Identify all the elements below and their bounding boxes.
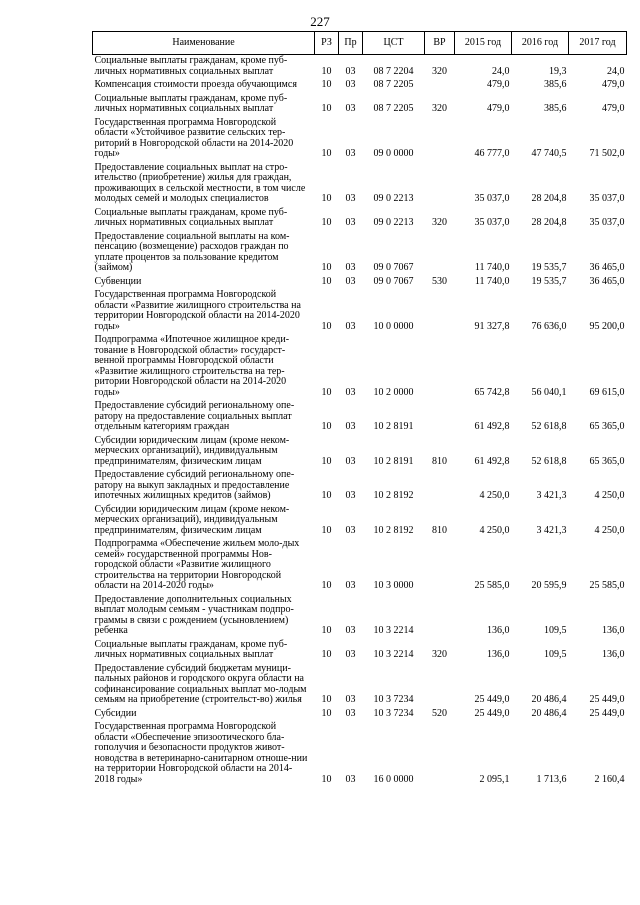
header-rz: РЗ <box>315 32 339 55</box>
row-name: Социальные выплаты гражданам, кроме пуб-личных нормативных социальных выплат <box>94 55 288 77</box>
row-2016: 385,6 <box>544 79 567 90</box>
row-2016: 47 740,5 <box>531 148 567 159</box>
row-2015: 25 449,0 <box>474 707 510 719</box>
row-rz: 10 <box>321 490 332 501</box>
row-cst: 10 3 7234 <box>373 694 414 705</box>
table-row <box>93 721 627 787</box>
table-row <box>93 207 627 231</box>
table-row <box>93 663 627 708</box>
row-2016: 19 535,7 <box>531 262 567 273</box>
row-cst: 10 3 2214 <box>373 649 414 660</box>
row-rz: 10 <box>321 79 332 90</box>
row-name: Предоставление субсидий региональному опе-ратору на предоставление социальных выплат отдельным категориям граждан <box>94 400 295 432</box>
row-vr <box>425 162 455 207</box>
row-2017: 136,0 <box>602 649 625 660</box>
row-2016: 19 535,7 <box>531 275 567 287</box>
row-2015: 11 740,0 <box>474 275 510 287</box>
row-2017: 95 200,0 <box>589 320 625 332</box>
row-cst: 09 0 2213 <box>373 193 414 204</box>
row-pr: 03 <box>345 580 356 591</box>
row-rz: 10 <box>321 103 332 114</box>
row-vr <box>425 400 455 435</box>
row-pr: 03 <box>345 262 356 273</box>
row-2017: 25 585,0 <box>589 580 625 591</box>
row-2016: 20 486,4 <box>531 707 567 719</box>
row-cst: 08 7 2204 <box>373 65 414 77</box>
row-pr: 03 <box>345 148 356 159</box>
row-cst: 09 0 0000 <box>373 148 414 159</box>
row-pr: 03 <box>345 694 356 705</box>
row-name: Субсидии <box>94 707 137 719</box>
row-rz: 10 <box>321 524 332 536</box>
row-rz: 10 <box>321 773 332 785</box>
row-2015: 24,0 <box>492 65 510 77</box>
table-row <box>93 55 627 80</box>
row-2017: 479,0 <box>602 79 625 90</box>
row-2017: 35 037,0 <box>589 193 625 204</box>
row-cst: 10 2 8192 <box>373 524 414 536</box>
table-row <box>93 231 627 276</box>
header-name: Наименование <box>93 32 315 55</box>
row-vr: 810 <box>432 455 447 467</box>
row-name: Подпрограмма «Ипотечное жилищное креди-тование в Новгородской области» государст-венной программы Новгородской области «Развитие жилищного строительства на тер-ритории Новгородской области на 2014-2020 годы» <box>94 334 290 398</box>
row-cst: 10 2 8191 <box>373 455 414 467</box>
row-2015: 136,0 <box>487 625 510 636</box>
row-2015: 35 037,0 <box>474 217 510 228</box>
row-2017: 4 250,0 <box>594 490 625 501</box>
row-cst: 10 3 0000 <box>373 580 414 591</box>
row-2017: 65 365,0 <box>589 421 625 432</box>
row-2017: 69 615,0 <box>589 386 625 398</box>
row-2017: 36 465,0 <box>589 275 625 287</box>
row-pr: 03 <box>345 707 356 719</box>
row-rz: 10 <box>321 193 332 204</box>
row-2015: 4 250,0 <box>479 490 510 501</box>
row-2016: 3 421,3 <box>536 524 567 536</box>
row-2017: 25 449,0 <box>589 707 625 719</box>
row-2016: 109,5 <box>544 649 567 660</box>
row-pr: 03 <box>345 490 356 501</box>
row-cst: 10 0 0000 <box>373 320 414 332</box>
row-vr: 520 <box>432 707 447 719</box>
row-2016: 76 636,0 <box>531 320 567 332</box>
table-row <box>93 117 627 162</box>
row-vr <box>425 721 455 787</box>
row-pr: 03 <box>345 79 356 90</box>
row-2015: 4 250,0 <box>479 524 510 536</box>
row-2015: 35 037,0 <box>474 193 510 204</box>
table-row <box>93 708 627 722</box>
row-name: Предоставление социальной выплаты на ком-пенсацию (возмещение) расходов граждан по уплате процентов за пользование кредитом (займом) <box>94 230 290 273</box>
row-2017: 65 365,0 <box>589 455 625 467</box>
header-2016: 2016 год <box>512 32 569 55</box>
row-vr: 810 <box>432 524 447 536</box>
row-pr: 03 <box>345 193 356 204</box>
row-2015: 479,0 <box>487 79 510 90</box>
row-cst: 09 0 7067 <box>373 275 414 287</box>
row-cst: 10 3 7234 <box>373 707 414 719</box>
row-pr: 03 <box>345 524 356 536</box>
row-rz: 10 <box>321 275 332 287</box>
row-2016: 52 618,8 <box>531 455 567 467</box>
row-vr <box>425 231 455 276</box>
header-2017: 2017 год <box>569 32 627 55</box>
table-row <box>93 469 627 504</box>
row-name: Предоставление субсидий бюджетам муници-пальных районов и городского округа области на софинансирование социальных выплат мо-лодым семьям на приобретение (строительст-во) жилья <box>94 662 307 705</box>
row-cst: 08 7 2205 <box>373 103 414 114</box>
row-name: Государственная программа Новгородской области «Развитие жилищного строительства на территории Новгородской области на 2014-2020 годы» <box>94 289 301 332</box>
row-cst: 08 7 2205 <box>373 79 414 90</box>
header-pr: Пр <box>339 32 363 55</box>
budget-table <box>92 31 627 787</box>
row-name: Предоставление дополнительных социальных выплат молодым семьям - участникам подпро-граммы в связи с рождением (усыновлением) ребенка <box>94 593 294 636</box>
row-name: Государственная программа Новгородской области «Обеспечение эпизоотического бла-гополучия и безопасности продуктов живот-новодства в ветеринарно-санитарном отноше-нии на территории Новгородской области на 2014-2018 годы» <box>94 721 308 785</box>
row-vr <box>425 334 455 400</box>
row-2016: 52 618,8 <box>531 421 567 432</box>
row-2017: 36 465,0 <box>589 262 625 273</box>
row-vr <box>425 594 455 639</box>
row-rz: 10 <box>321 217 332 228</box>
row-vr: 320 <box>432 65 447 77</box>
row-vr <box>425 117 455 162</box>
row-2015: 479,0 <box>487 103 510 114</box>
row-2017: 2 160,4 <box>594 773 625 785</box>
header-vr: ВР <box>425 32 455 55</box>
row-2015: 136,0 <box>487 649 510 660</box>
row-rz: 10 <box>321 148 332 159</box>
row-pr: 03 <box>345 217 356 228</box>
row-rz: 10 <box>321 580 332 591</box>
row-2017: 35 037,0 <box>589 217 625 228</box>
row-2016: 28 204,8 <box>531 193 567 204</box>
row-2015: 2 095,1 <box>479 773 510 785</box>
row-cst: 10 3 2214 <box>373 625 414 636</box>
header-cst: ЦСТ <box>363 32 425 55</box>
row-vr: 320 <box>432 217 447 228</box>
row-2017: 4 250,0 <box>594 524 625 536</box>
row-pr: 03 <box>345 65 356 77</box>
table-row <box>93 276 627 290</box>
row-2016: 20 486,4 <box>531 694 567 705</box>
table-row <box>93 400 627 435</box>
table-row <box>93 639 627 663</box>
header-2015: 2015 год <box>455 32 512 55</box>
row-2016: 19,3 <box>549 65 567 77</box>
row-2017: 71 502,0 <box>589 148 625 159</box>
row-vr: 320 <box>432 103 447 114</box>
row-2015: 25 449,0 <box>474 694 510 705</box>
row-name: Компенсация стоимости проезда обучающимся <box>94 79 297 90</box>
row-2015: 91 327,8 <box>474 320 510 332</box>
row-rz: 10 <box>321 65 332 77</box>
table-row <box>93 538 627 594</box>
row-pr: 03 <box>345 421 356 432</box>
row-vr <box>425 663 455 708</box>
table-row <box>93 162 627 207</box>
table-row <box>93 334 627 400</box>
row-cst: 16 0 0000 <box>373 773 414 785</box>
row-2017: 136,0 <box>602 625 625 636</box>
row-rz: 10 <box>321 455 332 467</box>
row-2017: 24,0 <box>607 65 625 77</box>
row-cst: 09 0 2213 <box>373 217 414 228</box>
row-cst: 09 0 7067 <box>373 262 414 273</box>
row-vr <box>425 469 455 504</box>
row-name: Субвенции <box>94 275 142 287</box>
row-name: Субсидии юридическим лицам (кроме неком-мерческих организаций), индивидуальным предпринимателям, физическим лицам <box>94 434 290 467</box>
table-row <box>93 504 627 539</box>
row-rz: 10 <box>321 649 332 660</box>
row-rz: 10 <box>321 262 332 273</box>
row-2015: 11 740,0 <box>474 262 510 273</box>
row-name: Социальные выплаты гражданам, кроме пуб-личных нормативных социальных выплат <box>94 206 288 228</box>
row-vr <box>425 79 455 93</box>
row-pr: 03 <box>345 103 356 114</box>
row-2016: 3 421,3 <box>536 490 567 501</box>
row-name: Государственная программа Новгородской области «Устойчивое развитие сельских тер-риторий в Новгородской области на 2014-2020 годы» <box>94 116 294 159</box>
row-pr: 03 <box>345 275 356 287</box>
table-row <box>93 289 627 334</box>
table-row <box>93 594 627 639</box>
row-cst: 10 2 0000 <box>373 386 414 398</box>
row-name: Субсидии юридическим лицам (кроме неком-мерческих организаций), индивидуальным предпринимателям, физическим лицам <box>94 503 290 536</box>
row-name: Предоставление социальных выплат на стро-ительство (приобретение) жилья для граждан, проживающих в сельской местности, в том числе молодых семей и молодых специалистов <box>94 161 306 204</box>
row-cst: 10 2 8191 <box>373 421 414 432</box>
row-2016: 20 595,9 <box>531 580 567 591</box>
row-2016: 56 040,1 <box>531 386 567 398</box>
row-name: Социальные выплаты гражданам, кроме пуб-личных нормативных социальных выплат <box>94 638 288 660</box>
row-2017: 479,0 <box>602 103 625 114</box>
row-2016: 109,5 <box>544 625 567 636</box>
row-name: Подпрограмма «Обеспечение жильем моло-дых семей» государственной программы Нов-городской области «Развитие жилищного строительства на территории Новгородской области на 2014-2020 годы» <box>94 538 300 591</box>
table-header <box>93 32 627 55</box>
row-cst: 10 2 8192 <box>373 490 414 501</box>
table-row <box>93 93 627 117</box>
row-vr: 530 <box>432 275 447 287</box>
table-row <box>93 435 627 470</box>
row-rz: 10 <box>321 386 332 398</box>
table-body <box>93 55 627 788</box>
row-2016: 28 204,8 <box>531 217 567 228</box>
row-pr: 03 <box>345 625 356 636</box>
row-2016: 385,6 <box>544 103 567 114</box>
row-2015: 65 742,8 <box>474 386 510 398</box>
row-pr: 03 <box>345 320 356 332</box>
row-vr: 320 <box>432 649 447 660</box>
row-rz: 10 <box>321 707 332 719</box>
row-2016: 1 713,6 <box>536 773 567 785</box>
row-pr: 03 <box>345 649 356 660</box>
row-name: Социальные выплаты гражданам, кроме пуб-личных нормативных социальных выплат <box>94 92 288 114</box>
row-2015: 61 492,8 <box>474 421 510 432</box>
page-number: 227 <box>310 14 330 29</box>
table-row <box>93 79 627 93</box>
row-pr: 03 <box>345 773 356 785</box>
row-pr: 03 <box>345 455 356 467</box>
row-2015: 46 777,0 <box>474 148 510 159</box>
row-2015: 61 492,8 <box>474 455 510 467</box>
row-rz: 10 <box>321 421 332 432</box>
row-rz: 10 <box>321 320 332 332</box>
row-2017: 25 449,0 <box>589 694 625 705</box>
row-vr <box>425 538 455 594</box>
row-pr: 03 <box>345 386 356 398</box>
row-rz: 10 <box>321 625 332 636</box>
row-rz: 10 <box>321 694 332 705</box>
row-2015: 25 585,0 <box>474 580 510 591</box>
row-name: Предоставление субсидий региональному опе-ратору на выкуп закладных и предоставление ипотечных жилищных кредитов (займов) <box>94 469 295 501</box>
row-vr <box>425 289 455 334</box>
